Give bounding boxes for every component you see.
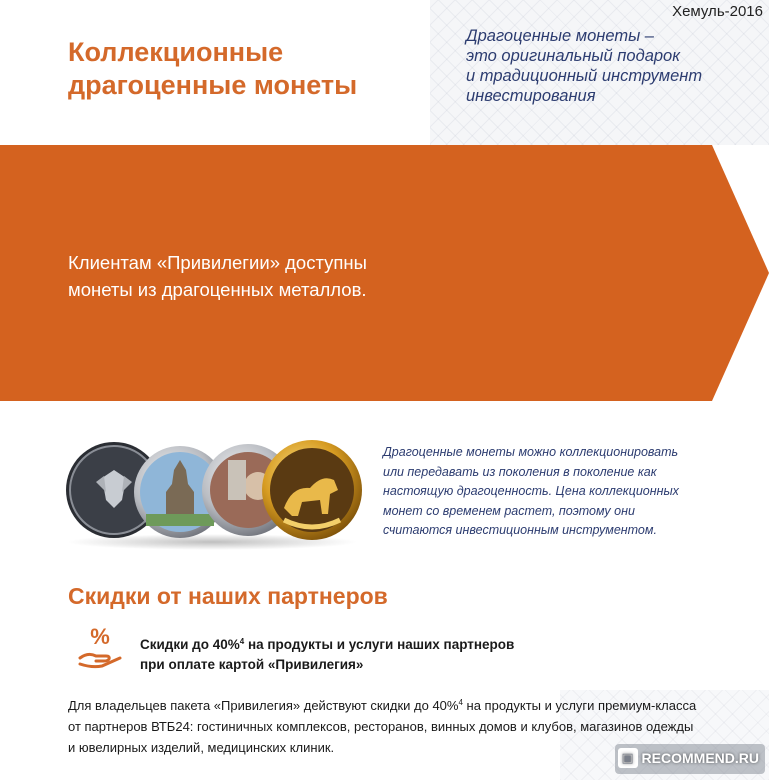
footnote-marker: 4 <box>239 637 245 646</box>
recommend-badge[interactable] <box>618 748 759 768</box>
partners-section-title: Скидки от наших партнеров <box>68 583 388 609</box>
coins-desc-line-1: Драгоценные монеты можно коллекционировать <box>383 445 679 459</box>
coins-desc-line-3: настоящую драгоценность. Цена коллекционных <box>383 484 679 498</box>
author-watermark: Хемуль-2016 <box>672 3 763 20</box>
coins-description <box>383 443 703 541</box>
intro-quote <box>466 26 756 106</box>
discount-text <box>140 632 514 675</box>
coin-gold-animal <box>262 440 362 540</box>
title-line-2: драгоценные монеты <box>68 70 358 100</box>
body-line-1-a: Для владельцев пакета «Привилегия» действуют скидки до 40% <box>68 698 459 713</box>
coins-desc-line-2: или передавать из поколения в поколение как <box>383 464 657 479</box>
recommend-badge-text: RECOMMEND.RU <box>641 750 759 766</box>
body-line-1 <box>68 692 718 716</box>
banner-line-2: монеты из драгоценных металлов. <box>68 279 367 300</box>
recommend-logo-icon: ▣ <box>618 748 638 768</box>
coins-desc-line-4: монет со временем растет, поэтому они <box>383 503 635 518</box>
percent-hand-icon <box>76 624 124 670</box>
title-line-1: Коллекционные <box>68 37 284 67</box>
discount-line-1 <box>140 632 514 655</box>
coins-image <box>62 430 362 550</box>
discount-line-2: при оплате картой «Привилегия» <box>140 657 364 672</box>
quote-line-2: это оригинальный подарок <box>466 47 681 65</box>
banner-text <box>68 249 367 303</box>
body-line-1-b: на продукты и услуги премиум-класса <box>462 698 697 713</box>
discount-line-1-b: на продукты и услуги наших партнеров <box>244 637 515 652</box>
coins-desc-line-5: считаются инвестиционным инструментом. <box>383 523 657 537</box>
quote-line-1: Драгоценные монеты – <box>466 27 654 45</box>
svg-text:%: % <box>90 624 110 649</box>
body-footnote-marker: 4 <box>458 698 463 707</box>
body-line-3: и ювелирных изделий, медицинских клиник. <box>68 740 335 755</box>
banner-line-1: Клиентам «Привилегии» доступны <box>68 252 367 273</box>
body-line-2: от партнеров ВТБ24: гостиничных комплексов, ресторанов, винных домов и клубов, магазинов одежды <box>68 719 694 734</box>
quote-line-3: и традиционный инструмент <box>466 67 703 85</box>
page-title <box>68 36 357 102</box>
discount-line-1-a: Скидки до 40% <box>140 637 240 652</box>
quote-line-4: инвестирования <box>466 87 596 105</box>
